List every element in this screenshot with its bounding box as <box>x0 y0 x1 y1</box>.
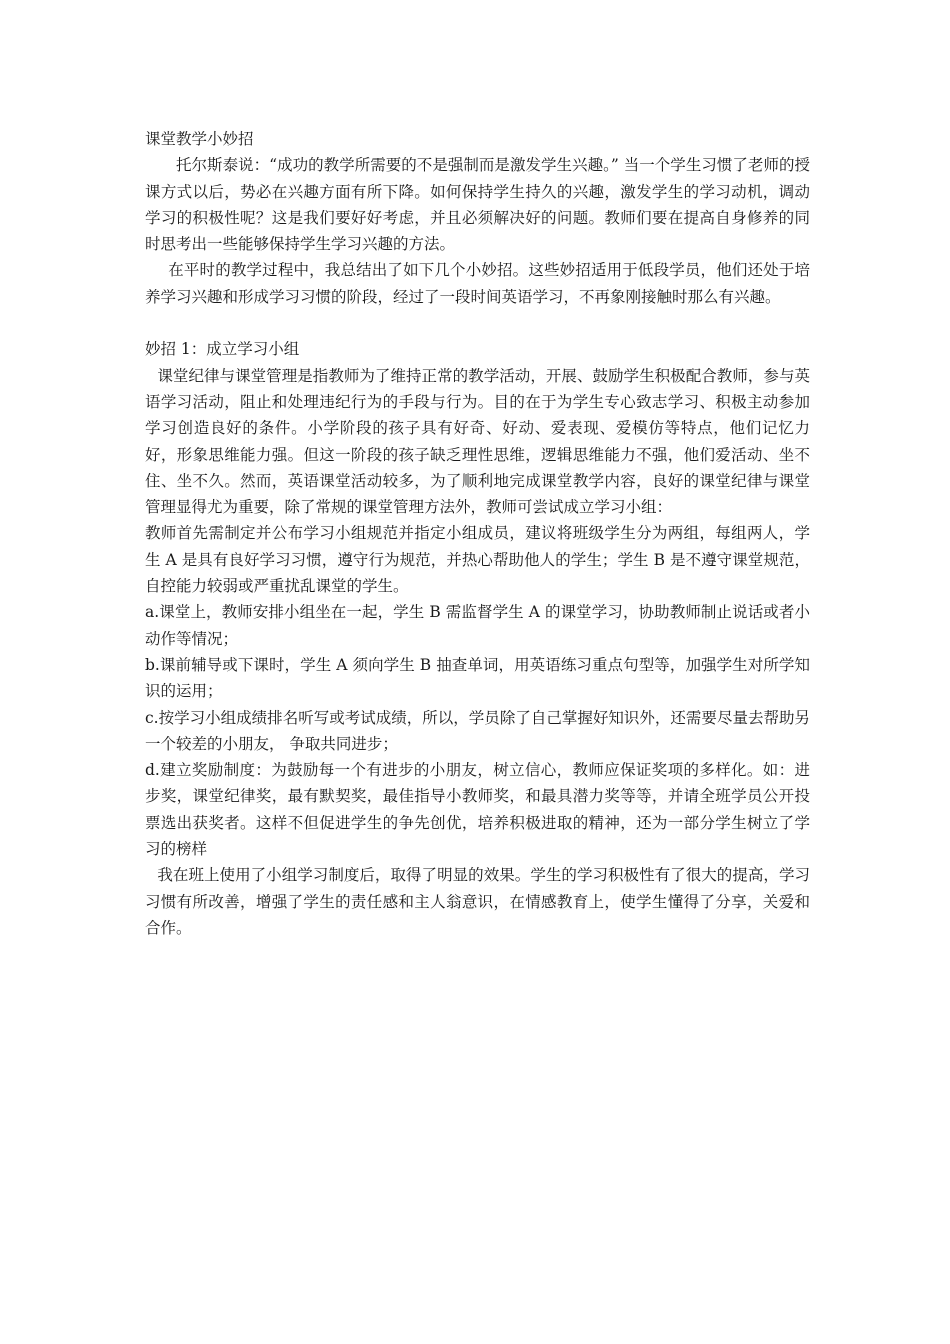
list-item-b: b.课前辅导或下课时，学生 A 须向学生 B 抽查单词，用英语练习重点句型等，加强学生对所学知识的运用； <box>145 655 810 701</box>
section-paragraph-1: 课堂纪律与课堂管理是指教师为了维持正常的教学活动，开展、鼓励学生积极配合教师，参与英语学习活动，阻止和处理违纪行为的手段与行为。目的在于为学生专心致志学习、积极主动参加学习创造良好的条件。小学阶段的孩子具有好奇、好动、爱表现、爱模仿等特点，他们记忆力好，形象思维能力强。但这一阶段的孩子缺乏理性思维，逻辑思维能力不强，他们爱活动、坐不住、坐不久。然而，英语课堂活动较多，为了顺利地完成课堂教学内容，良好的课堂纪律与课堂管理显得尤为重要，除了常规的课堂管理方法外，教师可尝试成立学习小组： <box>145 366 810 517</box>
list-item-d: d.建立奖励制度：为鼓励每一个有进步的小朋友，树立信心，教师应保证奖项的多样化。如：进步奖，课堂纪律奖，最有默契奖，最佳指导小教师奖，和最具潜力奖等等，并请全班学员公开投票选出获奖者。这样不但促进学生的争先创优，培养积极进取的精神，还为一部分学生树立了学习的榜样 <box>145 761 810 859</box>
intro-paragraph-1: 托尔斯泰说：“成功的教学所需要的不是强制而是激发学生兴趣。” 当一个学生习惯了老师的授课方式以后，势必在兴趣方面有所下降。如何保持学生持久的兴趣，激发学生的学习动机，调动学习的积极性呢？这是我们要好好考虑，并且必须解决好的问题。教师们要在提高自身修养的同时思考出一些能够保持学生学习兴趣的方法。 <box>145 156 810 254</box>
list-item-a: a.课堂上，教师安排小组坐在一起，学生 B 需监督学生 A 的课堂学习，协助教师制止说话或者小动作等情况； <box>145 603 810 648</box>
intro-paragraph-2: 在平时的教学过程中，我总结出了如下几个小妙招。这些妙招适用于低段学员，他们还处于培养学习兴趣和形成学习习惯的阶段，经过了一段时间英语学习，不再象刚接触时那么有兴趣。 <box>145 261 810 306</box>
blank-line <box>145 310 810 336</box>
document-title: 课堂教学小妙招 <box>145 130 254 148</box>
section-paragraph-2: 教师首先需制定并公布学习小组规范并指定小组成员，建议将班级学生分为两组，每组两人，学生 A 是具有良好学习习惯，遵守行为规范，并热心帮助他人的学生；学生 B 是不遵守课堂规范，自控能力较弱或严重扰乱课堂的学生。 <box>145 524 810 596</box>
document-body <box>145 126 810 941</box>
section-heading: 妙招 1：成立学习小组 <box>145 340 300 359</box>
list-item-c: c.按学习小组成绩排名听写或考试成绩，所以，学员除了自己掌握好知识外，还需要尽量去帮助另一个较差的小朋友， 争取共同进步； <box>145 708 810 753</box>
conclusion-paragraph: 我在班上使用了小组学习制度后，取得了明显的效果。学生的学习积极性有了很大的提高，学习习惯有所改善，增强了学生的责任感和主人翁意识，在情感教育上，使学生懂得了分享，关爱和合作。 <box>145 866 810 937</box>
